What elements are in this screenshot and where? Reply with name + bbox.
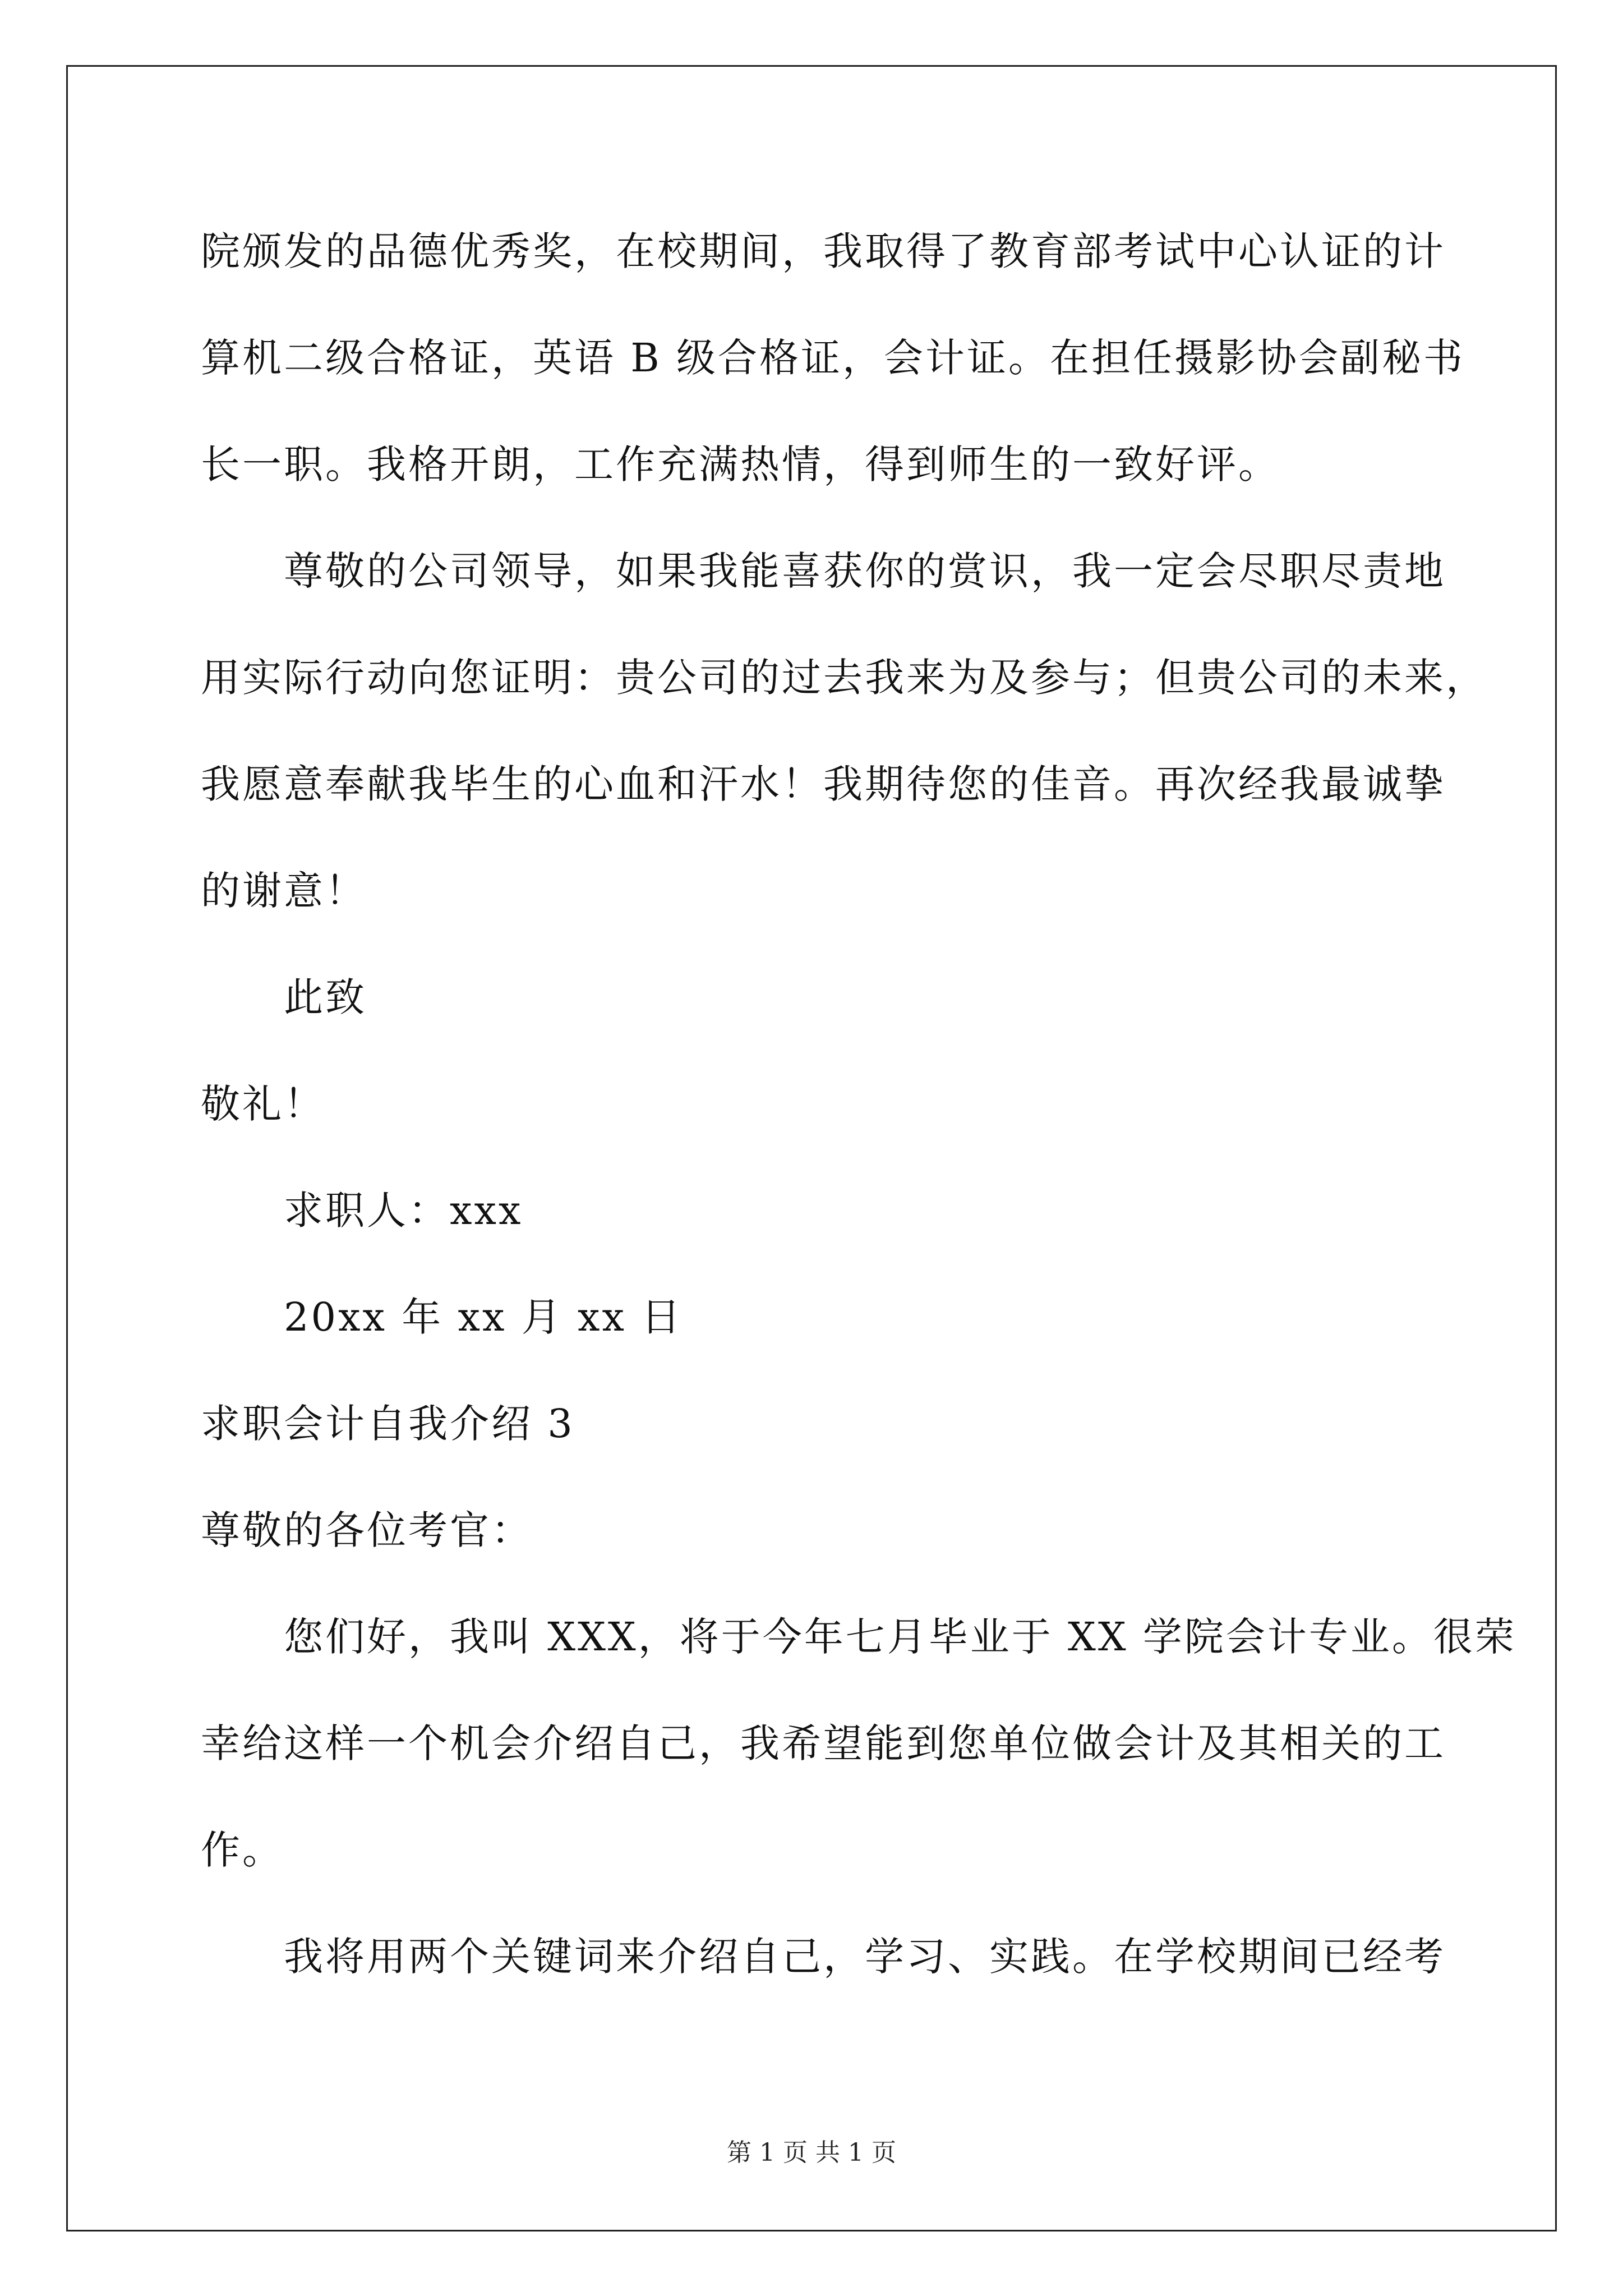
paragraph-line: 尊敬的公司领导，如果我能喜获你的赏识，我一定会尽职尽责地: [284, 548, 1446, 594]
paragraph-line: 算机二级合格证，英语 B 级合格证，会计证。在担任摄影协会副秘书: [201, 335, 1465, 381]
paragraph-line: 作。: [201, 1827, 284, 1873]
paragraph-line: 用实际行动向您证明：贵公司的过去我来为及参与；但贵公司的未来，: [201, 655, 1487, 701]
salutation-line: 敬礼！: [201, 1081, 325, 1127]
paragraph-line: 我将用两个关键词来介绍自己，学习、实践。在学校期间已经考: [284, 1934, 1446, 1980]
greeting-line: 尊敬的各位考官：: [201, 1507, 533, 1553]
paragraph-line: 我愿意奉献我毕生的心血和汗水！我期待您的佳音。再次经我最诚挚: [201, 761, 1446, 807]
date-line: 20xx 年 xx 月 xx 日: [284, 1294, 683, 1340]
paragraph-line: 您们好，我叫 XXX，将于今年七月毕业于 XX 学院会计专业。很荣: [284, 1614, 1516, 1660]
page-footer: 第 1 页 共 1 页: [727, 2138, 896, 2167]
page-border: [66, 65, 1557, 2231]
paragraph-line: 幸给这样一个机会介绍自己，我希望能到您单位做会计及其相关的工: [201, 1720, 1446, 1766]
paragraph-line: 院颁发的品德优秀奖，在校期间，我取得了教育部考试中心认证的计: [201, 228, 1446, 274]
paragraph-line: 长一职。我格开朗，工作充满热情，得到师生的一致好评。: [201, 441, 1280, 487]
closing-line: 此致: [284, 974, 367, 1020]
section-heading: 求职会计自我介绍 3: [201, 1401, 575, 1447]
signature-line: 求职人：xxx: [284, 1188, 523, 1234]
paragraph-line: 的谢意！: [201, 868, 367, 914]
